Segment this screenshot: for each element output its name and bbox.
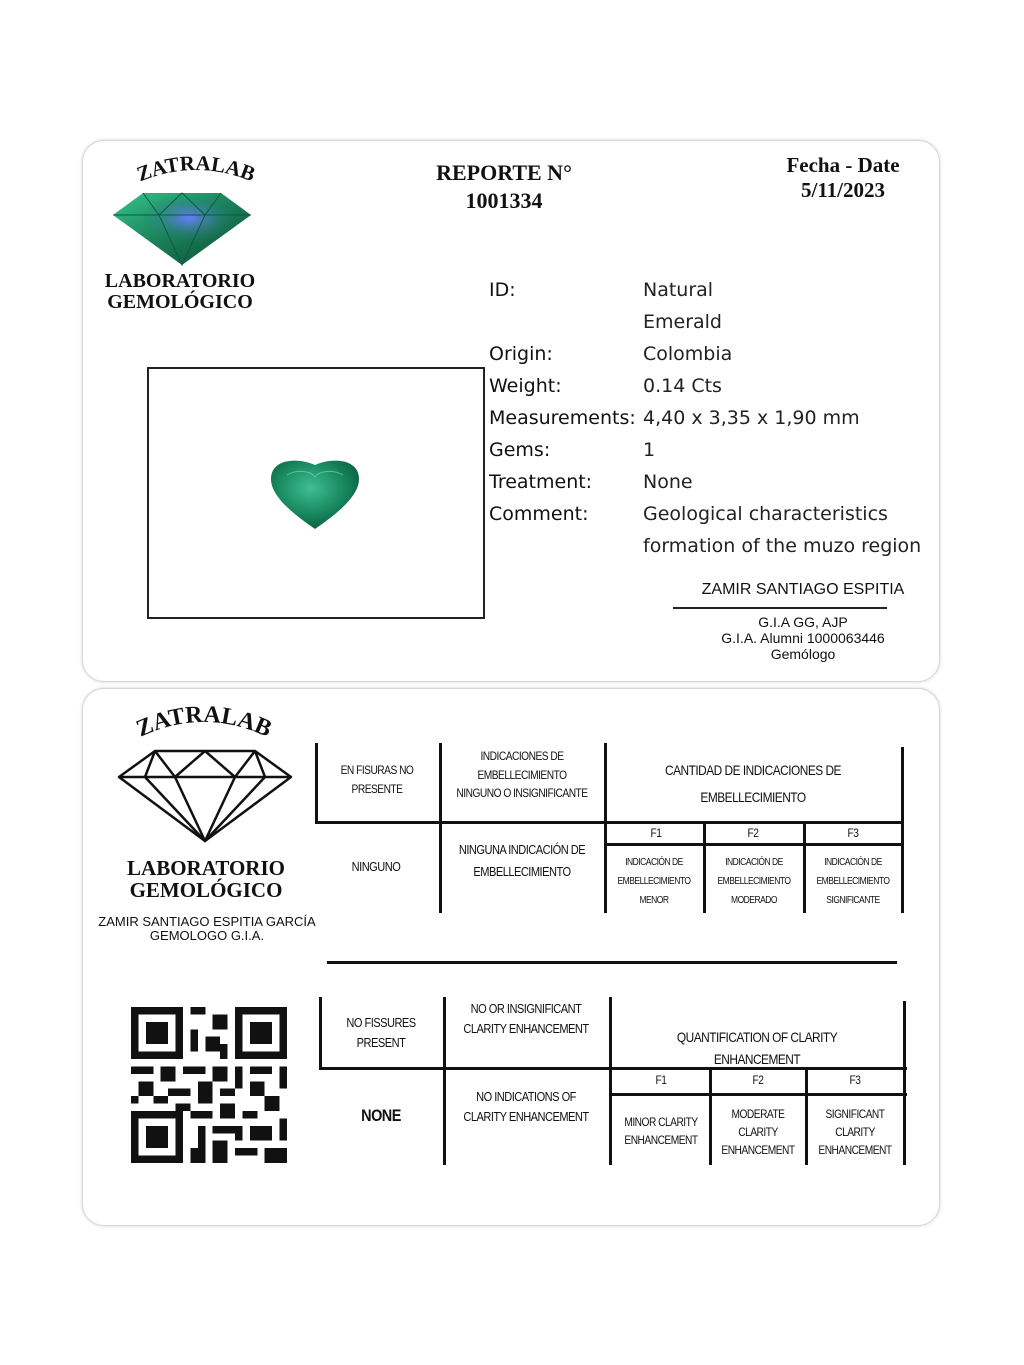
spec-label-origin: Origin: xyxy=(489,343,553,365)
es-desc-minor: INDICACIÓN DE EMBELLECIMIENTO MENOR xyxy=(617,857,691,906)
es-header-insignificant: INDICACIONES DE EMBELLECIMIENTO NINGUNO O INSIGNIFICANTE xyxy=(456,749,588,801)
gem-photo-frame xyxy=(147,367,485,619)
report-label: REPORTE N° xyxy=(436,160,572,185)
signer-title: Gemólogo xyxy=(770,646,836,662)
diamond-logo-icon xyxy=(115,745,295,845)
spec-label-id: ID: xyxy=(489,279,516,301)
certificate-back-card xyxy=(82,688,940,1226)
qr-code-icon xyxy=(131,1007,287,1163)
date-value: 5/11/2023 xyxy=(800,178,885,203)
enhancement-table-en xyxy=(319,997,909,1177)
lab-name-back-line2: GEMOLÓGICO xyxy=(129,878,283,903)
en-grade-f2: F2 xyxy=(752,1073,764,1087)
en-desc-significant: SIGNIFICANT CLARITY ENHANCEMENT xyxy=(818,1107,892,1157)
en-grade-f1: F1 xyxy=(655,1073,667,1087)
es-grade-f2: F2 xyxy=(747,826,759,840)
spec-value-id-cont: Emerald xyxy=(643,311,722,333)
report-header xyxy=(399,159,609,214)
es-desc-moderate: INDICACIÓN DE EMBELLECIMIENTO MODERADO xyxy=(717,857,791,906)
en-desc-moderate: MODERATE CLARITY ENHANCEMENT xyxy=(721,1107,795,1157)
lab-name-back xyxy=(111,857,301,901)
es-grade-f3: F3 xyxy=(847,826,859,840)
certificate-front-card xyxy=(82,140,940,682)
signer-block-back xyxy=(87,915,327,944)
emerald-stone-photo xyxy=(267,455,363,531)
signer-name: ZAMIR SANTIAGO ESPITIA xyxy=(701,581,905,598)
es-desc-significant: INDICACIÓN DE EMBELLECIMIENTO SIGNIFICANTE xyxy=(816,857,890,906)
en-header-quantification: QUANTIFICATION OF CLARITY ENHANCEMENT xyxy=(676,1029,838,1067)
svg-text:ZATRALAB: ZATRALAB xyxy=(133,151,259,187)
spec-value-treatment: None xyxy=(643,471,693,493)
date-label: Fecha - Date xyxy=(786,153,900,177)
date-header xyxy=(743,153,943,203)
svg-text:ZATRALAB: ZATRALAB xyxy=(132,701,276,743)
signature-line xyxy=(673,607,887,609)
spec-value-gems: 1 xyxy=(643,439,656,461)
spec-value-weight: 0.14 Cts xyxy=(643,375,722,397)
report-number: 1001334 xyxy=(465,187,543,213)
lab-name xyxy=(95,271,265,313)
spec-value-origin: Colombia xyxy=(643,343,733,365)
spec-value-measurements: 4,40 x 3,35 x 1,90 mm xyxy=(643,407,860,429)
spec-label-comment: Comment: xyxy=(489,503,589,525)
en-desc-minor: MINOR CLARITY ENHANCEMENT xyxy=(624,1115,698,1147)
section-divider xyxy=(327,961,897,964)
es-header-no-fissures: EN FISURAS NO PRESENTE xyxy=(340,763,414,796)
spec-label-weight: Weight: xyxy=(489,375,562,397)
en-row-none: NONE xyxy=(361,1106,401,1125)
lab-name-back-line1: LABORATORIO xyxy=(127,856,285,880)
en-header-no-fissures: NO FISSURES PRESENT xyxy=(346,1015,416,1050)
es-row-none: NINGUNO xyxy=(351,859,401,874)
lab-name-line2: GEMOLÓGICO xyxy=(107,291,253,313)
spec-label-gems: Gems: xyxy=(489,439,551,461)
signer-credential-2: G.I.A. Alumni 1000063446 xyxy=(721,630,885,646)
spec-label-measurements: Measurements: xyxy=(489,407,636,429)
emerald-logo-icon xyxy=(109,185,255,267)
es-row-no-indication: NINGUNA INDICACIÓN DE EMBELLECIMIENTO xyxy=(458,842,586,880)
en-row-no-indications: NO INDICATIONS OF CLARITY ENHANCEMENT xyxy=(463,1089,589,1125)
spec-value-comment: Geological characteristics xyxy=(643,503,888,525)
spec-value-id: Natural xyxy=(643,279,714,301)
signer-line1: ZAMIR SANTIAGO ESPITIA GARCÍA xyxy=(98,914,316,929)
spec-value-comment-cont: formation of the muzo region xyxy=(643,535,922,557)
brand-logo-text-back xyxy=(119,701,289,745)
signer-line2: GEMOLOGO G.I.A. xyxy=(149,928,265,944)
en-header-insignificant: NO OR INSIGNIFICANT CLARITY ENHANCEMENT xyxy=(463,1001,589,1036)
signer-credential-1: G.I.A GG, AJP xyxy=(758,614,848,630)
enhancement-table-es xyxy=(315,743,905,923)
en-grade-f3: F3 xyxy=(849,1073,861,1087)
lab-name-line1: LABORATORIO xyxy=(104,270,256,292)
es-header-quantity: CANTIDAD DE INDICACIONES DE EMBELLECIMIENTO xyxy=(664,762,842,805)
es-grade-f1: F1 xyxy=(650,826,662,840)
spec-label-treatment: Treatment: xyxy=(489,471,593,493)
